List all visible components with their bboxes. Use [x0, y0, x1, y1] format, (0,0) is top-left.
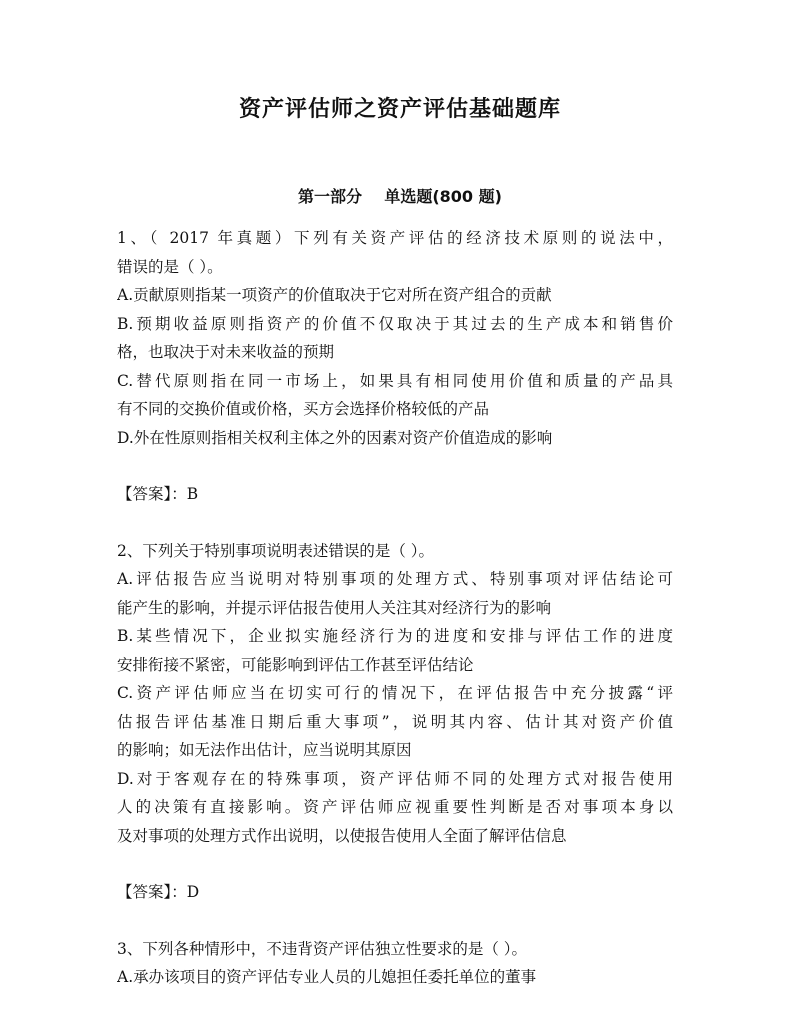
- question-2: [117, 537, 673, 907]
- question-3: [117, 935, 673, 992]
- option-a: A.评估报告应当说明对特别事项的处理方式、特别事项对评估结论可: [117, 570, 673, 588]
- option-d: D.对于客观存在的特殊事项，资产评估师不同的处理方式对报告使用: [117, 769, 673, 788]
- option-c-cont: 估报告评估基准日期后重大事项”，说明其内容、估计其对资产价值: [117, 712, 673, 731]
- answer: 【答案】：B: [117, 485, 199, 503]
- document-title: 资产评估师之资产评估基础题库: [238, 97, 561, 122]
- option-a: A.承办该项目的资产评估专业人员的儿媳担任委托单位的董事: [117, 968, 537, 986]
- option-a: A.贡献原则指某一项资产的价值取决于它对所在资产组合的贡献: [117, 286, 552, 304]
- option-c: C.替代原则指在同一市场上，如果具有相同使用价值和质量的产品具: [117, 371, 673, 390]
- option-b-cont: 安排衔接不紧密，可能影响到评估工作甚至评估结论: [117, 655, 474, 674]
- question-stem: 3、下列各种情形中，不违背资产评估独立性要求的是（ ）。: [117, 939, 528, 958]
- option-c-cont: 有不同的交换价值或价格，买方会选择价格较低的产品: [117, 400, 490, 418]
- question-stem: 1、（ 2017 年真题）下列有关资产评估的经济技术原则的说法中，: [117, 229, 673, 247]
- option-b: B.某些情况下，企业拟实施经济行为的进度和安排与评估工作的进度: [117, 627, 673, 645]
- option-c-cont: 的影响；如无法作出估计，应当说明其原因: [117, 741, 412, 759]
- option-b: B.预期收益原则指资产的价值不仅取决于其过去的生产成本和销售价: [117, 314, 673, 333]
- answer: 【答案】：D: [117, 883, 200, 901]
- question-list: [117, 224, 673, 992]
- option-d-cont: 人的决策有直接影响。资产评估师应视重要性判断是否对事项本身以: [117, 798, 673, 816]
- option-b-cont: 格，也取决于对未来收益的预期: [117, 343, 335, 361]
- option-a-cont: 能产生的影响，并提示评估报告使用人关注其对经济行为的影响: [117, 598, 552, 617]
- option-c: C.资产评估师应当在切实可行的情况下，在评估报告中充分披露“评: [117, 684, 673, 702]
- question-stem-cont: 错误的是（ ）。: [117, 257, 223, 276]
- option-d: D.外在性原则指相关权利主体之外的因素对资产价值造成的影响: [117, 428, 553, 447]
- option-d-cont: 及对事项的处理方式作出说明，以使报告使用人全面了解评估信息: [117, 826, 567, 845]
- question-1: [117, 224, 673, 509]
- section-title: 第一部分 单选题(800 题): [298, 187, 502, 206]
- question-stem: 2、下列关于特别事项说明表述错误的是（ ）。: [117, 541, 435, 560]
